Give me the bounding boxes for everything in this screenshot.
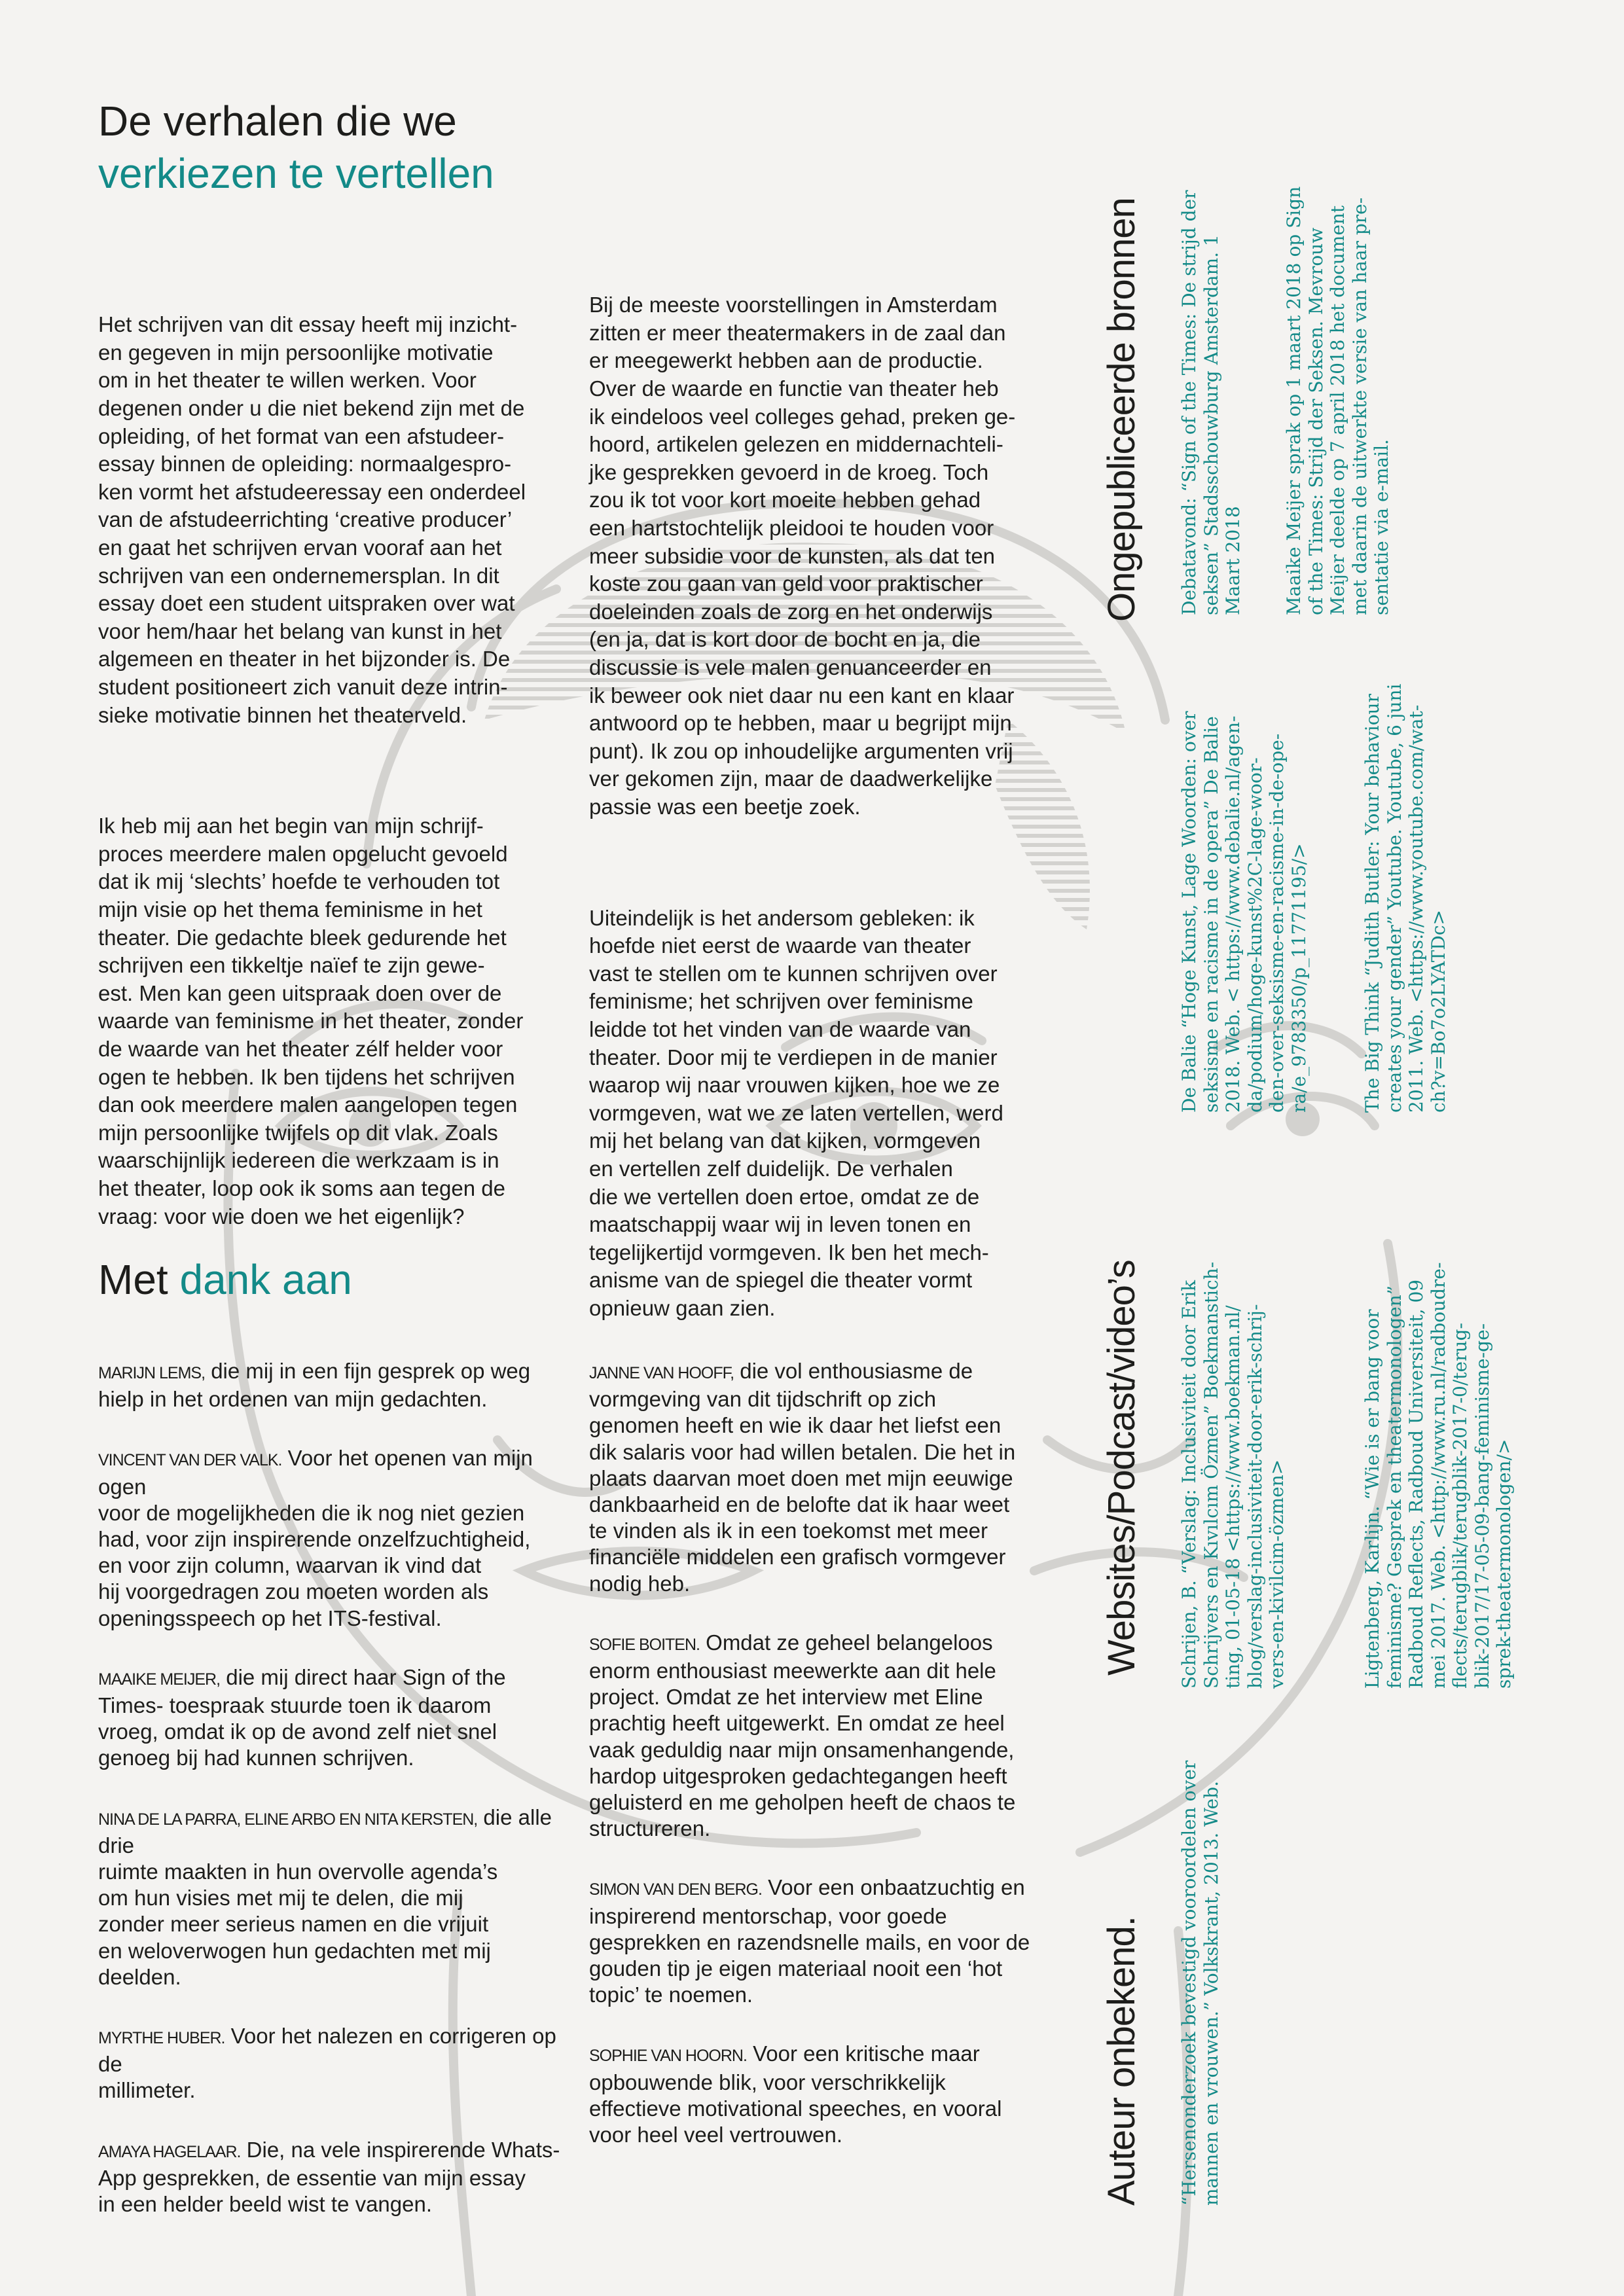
thanks-name: JANNE VAN HOOFF,	[589, 1364, 734, 1382]
thanks-text: die vol enthousiasme de vormgeving van dit tijdschrift op zich genomen heeft en wie ik daar het liefst een dik salaris voor had willen betalen. Die het in plaats daarvan moet doen met mijn eeuwige dankbaarheid en de belofte dat ik haar weet te vinden als ik in een toekomst met meer financiële middelen een grafisch vormgever nodig heb.	[589, 1359, 1016, 1596]
unpublished-source-entry: Debatavond: “Sign of the Times: De strijd der seksen” Stadsschouwburg Amsterdam. 1 Maart 2018	[1178, 190, 1244, 615]
thanks-title-plain: Met	[98, 1256, 180, 1303]
essay-title-line2: verkiezen te vertellen	[98, 150, 494, 197]
thanks-entry	[98, 1804, 569, 1990]
essay-column-1	[98, 255, 569, 1286]
thanks-name: SIMON VAN DEN BERG.	[589, 1880, 762, 1899]
unpublished-source-entry: Maaike Meijer sprak op 1 maart 2018 op Sign of the Times: Strijd der Seksen. Mevrouw Meijer deelde op 7 april 2018 het document met daarin de uitwerkte versie van haar pre- sentatie via e-mail.	[1283, 186, 1392, 615]
thanks-entry	[589, 1874, 1060, 2008]
thanks-name: AMAYA HAGELAAR.	[98, 2142, 241, 2161]
thanks-text: Voor een onbaatzuchtig en inspirerend mentorschap, voor goede gesprekken en razendsnelle mails, en voor de gouden tip je eigen materiaal nooit een ‘hot topic’ te noemen.	[589, 1875, 1030, 2007]
thanks-text: die alle drie ruimte maakten in hun overvolle agenda’s om hun visies met mij te delen, die mij zonder meer serieus namen en die vrijuit en weloverwogen hun gedachten met mij deelden.	[98, 1804, 552, 1989]
thanks-name: VINCENT VAN DER VALK.	[98, 1451, 282, 1470]
unknown-author-heading: Auteur onbekend.	[1100, 1916, 1143, 2206]
thanks-name: MAAIKE MEIJER,	[98, 1670, 221, 1689]
thanks-name: MYRTHE HUBER.	[98, 2029, 225, 2048]
thanks-entry	[98, 2137, 569, 2218]
unknown-author-source-entry: “Hersenonderzoek bevestigd vooroordelen over mannen en vrouwen.” Volkskrant, 2013. Web.	[1178, 1760, 1222, 2206]
websites-sources-heading: Websites/Podcast/video’s	[1100, 1260, 1143, 1676]
thanks-text: Omdat ze geheel belangeloos enorm enthousiast meewerkte aan dit hele project. Omdat ze het interview met Eline prachtig heeft uitgewerkt. En omdat ze heel vaak geduldig naar mijn onsamenhangende, hardop uitgesproken gedachtegangen heeft geluisterd en me geholpen heeft de chaos te structureren.	[589, 1630, 1016, 1841]
thanks-entry	[98, 1445, 569, 1631]
essay-paragraph: Bij de meeste voorstellingen in Amsterdam zitten er meer theatermakers in de zaal dan er meegewerkt hebben aan de productie. Over de waarde en functie van theater heb ik eindeloos veel colleges gehad, preken ge- hoord, artikelen gelezen en middernachteli- jke gesprekken gevoerd in de kroeg. Toch zou ik tot voor kort moeite hebben gehad een hartstochtelijk pleidooi te houden voor meer subsidie voor de kunsten, als dat ten koste zou gaan van geld voor praktischer doeleinden zoals de zorg en het onderwijs (en ja, dat is kort door de bocht en ja, die discussie is vele malen genuanceerder en ik beweer ook niet daar nu een kant en klaar antwoord op te hebben, maar u begrijpt mijn punt). Ik zou op inhoudelijke argumenten vrij ver gekomen zijn, maar de daadwerkelijke passie was een beetje zoek.	[589, 293, 1016, 819]
thanks-column-right	[589, 1358, 1060, 2181]
essay-title-line1: De verhalen die we	[98, 98, 457, 145]
thanks-entry	[98, 1358, 569, 1412]
thanks-entry	[589, 2041, 1060, 2148]
essay-paragraph: Ik heb mij aan het begin van mijn schrijf- proces meerdere malen opgelucht gevoeld dat ik mij ‘slechts’ hoefde te verhouden tot mijn visie op het thema feminisme in het theater. Die gedachte bleek gedurende het schrijven een tikkeltje naïef te zijn gewe- est. Men kan geen uitspraak doen over de waarde van feminisme in het theater, zonder de waarde van het theater zélf helder voor ogen te hebben. Ik ben tijdens het schrijven dan ook meerdere malen aangelopen tegen mijn persoonlijke twijfels op dit vlak. Zoals waarschijnlijk iedereen die werkzaam is in het theater, loop ook ik soms aan tegen de vraag: voor wie doen we het eigenlijk?	[98, 814, 524, 1229]
thanks-entry	[98, 2023, 569, 2104]
thanks-text: Voor het nalezen en corrigeren op de millimeter.	[98, 2024, 556, 2103]
thanks-name: SOPHIE VAN HOORN.	[589, 2047, 747, 2066]
thanks-entry	[589, 1630, 1060, 1842]
thanks-column-left	[98, 1358, 569, 2250]
thanks-text: Voor een kritische maar opbouwende blik, voor verschrikkelijk effectieve motivational speeches, en vooral voor heel veel vertrouwen.	[589, 2041, 1002, 2147]
unpublished-sources-heading: Ongepubliceerde bronnen	[1100, 198, 1143, 622]
essay-column-2	[589, 236, 1060, 1378]
thanks-name: NINA DE LA PARRA, ELINE ARBO EN NITA KERSTEN,	[98, 1810, 478, 1829]
thanks-text: Voor het openen van mijn ogen voor de mogelijkheden die ik nog niet gezien had, voor zijn inspirerende onzelfzuchtigheid, en voor zijn column, waarvan ik vind dat hij voorgedragen zou moeten worden als openingsspeech op het ITS-festival.	[98, 1446, 533, 1630]
thanks-text: die mij in een fijn gesprek op weg hielp in het ordenen van mijn gedachten.	[98, 1359, 531, 1412]
essay-title	[98, 95, 494, 200]
thanks-entry	[98, 1664, 569, 1772]
web-source-entry: Ligtenberg, Karlijn. “Wie is er bang voor feminisme? Gesprek en theatermonologen” Radboud Reflects, Radboud Universiteit, 09 mei 2017. Web. <http://www.ru.nl/radboudre- flects/terugblik/terugblik-2017-0/terug- blik-2017/17-05-09-bang-feminisme-ge- sprek-theatermonologen/>	[1362, 1262, 1515, 1689]
thanks-title	[98, 1253, 352, 1306]
essay-paragraph: Het schrijven van dit essay heeft mij inzicht- en gegeven in mijn persoonlijke motivatie om in het theater te willen werken. Voor degenen onder u die niet bekend zijn met de opleiding, of het format van een afstudeer- essay binnen de opleiding: normaalgespro- ken vormt het afstudeeressay een onderdeel van de afstudeerrichting ‘creative producer’ en gaat het schrijven ervan vooraf aan het schrijven van een ondernemersplan. In dit essay doet een student uitspraken over wat voor hem/haar het belang van kunst in het algemeen en theater in het bijzonder is. De student positioneert zich vanuit deze intrin- sieke motivatie binnen het theaterveld.	[98, 312, 526, 727]
thanks-name: SOFIE BOITEN.	[589, 1635, 700, 1654]
thanks-title-teal: dank aan	[179, 1256, 352, 1303]
web-source-entry: The Big Think “Judith Butler: Your behaviour creates your gender” Youtube. Youtube, 6 juni 2011. Web. <https://www.youtube.com/wat- ch?v=Bo7o2LYATDc>	[1362, 683, 1449, 1113]
thanks-entry	[589, 1358, 1060, 1597]
thanks-text: die mij direct haar Sign of the Times- toespraak stuurde toen ik daarom vroeg, omdat ik op de avond zelf niet snel genoeg bij had kunnen schrijven.	[98, 1664, 506, 1770]
thanks-text: Die, na vele inspirerende Whats- App gesprekken, de essentie van mijn essay in een helder beeld wist te vangen.	[98, 2137, 560, 2217]
web-source-entry: De Balie “Hoge Kunst, Lage Woorden: over seksisme en racisme in de opera” De Balie 2018. Web. < https://www.debalie.nl/agen- da/podium/hoge-kunst%2C-lage-woor- den-over-seksisme-en-racisme-in-de-ope- ra/e_9783350/p_11771195/>	[1178, 711, 1310, 1113]
thanks-name: MARIJN LEMS,	[98, 1364, 206, 1382]
web-source-entry: Schrijen, B. “Verslag: Inclusiviteit door Erik Schrijvers en Kıvılcım Özmen” Boekmanstich- ting, 01-05-18 <https://www.boekman.nl/ blog/verslag-inclusiviteit-door-erik-schrij- vers-en-kivilcim-özmen>	[1178, 1261, 1288, 1689]
essay-paragraph: Uiteindelijk is het andersom gebleken: ik hoefde niet eerst de waarde van theater vast te stellen om te kunnen schrijven over feminisme; het schrijven over feminisme leidde tot het vinden van de waarde van theater. Door mij te verdiepen in de manier waarop wij naar vrouwen kijken, hoe we ze vormgeven, wat we ze laten vertellen, werd mij het belang van dat kijken, vormgeven en vertellen zelf duidelijk. De verhalen die we vertellen doen ertoe, omdat ze de maatschappij waar wij in leven tonen en tegelijkertijd vormgeven. Ik ben het mech- anisme van de spiegel die theater vormt opnieuw gaan zien.	[589, 905, 1003, 1320]
